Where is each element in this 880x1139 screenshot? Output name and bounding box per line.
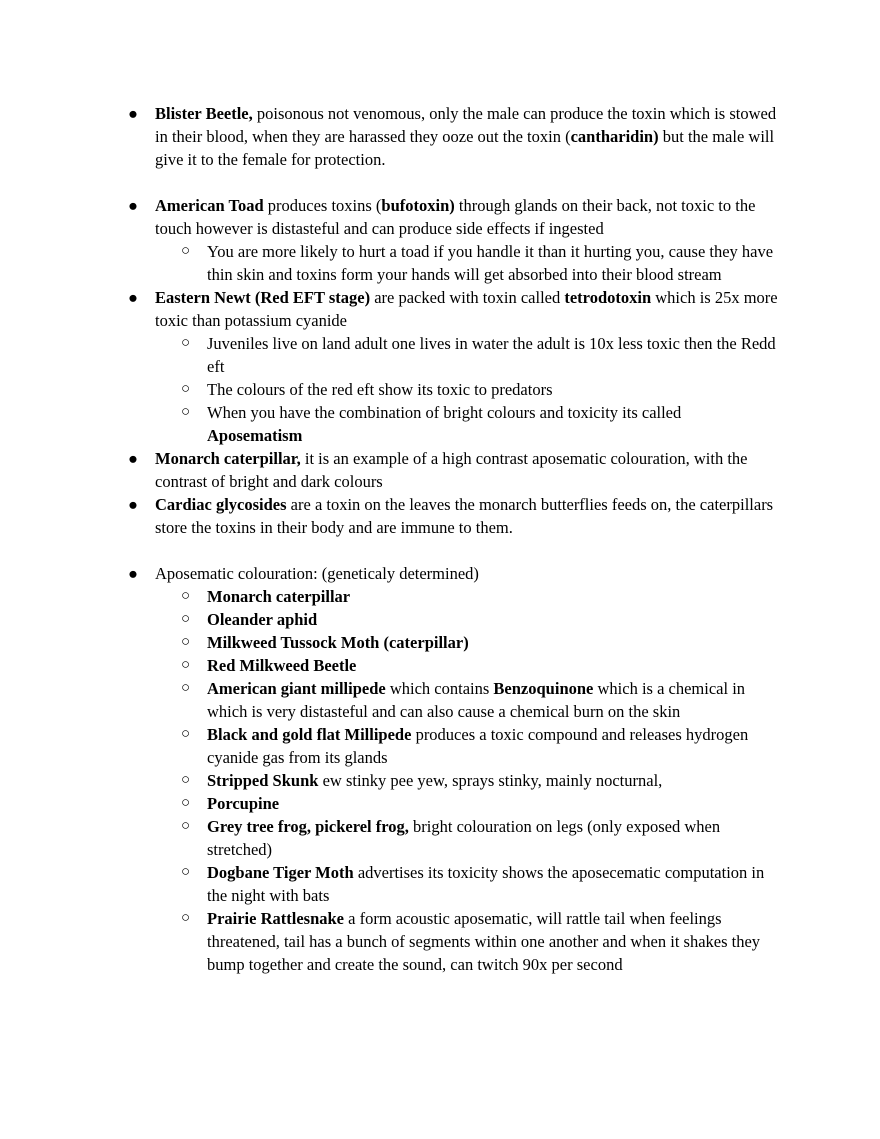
sub-list-item: ○ Prairie Rattlesnake a form acoustic aposematic, will rattle tail when feelings threatened, tail has a bunch of segments within one another and when it shakes they bump together and create the sound, can twitch 90x per second (181, 909, 761, 974)
bullet-icon: ● (128, 495, 138, 514)
sub-list-item: ○ Oleander aphid (181, 610, 318, 629)
sub-list-item: ○ American giant millipede which contains Benzoquinone which is a chemical in which is very distasteful and can also cause a chemical burn on the skin (181, 679, 746, 721)
sub-list-item: ○ Dogbane Tiger Moth advertises its toxicity shows the aposecematic computation in the night with bats (181, 863, 765, 905)
circle-bullet-icon: ○ (181, 335, 191, 351)
list-item: ● Aposematic colouration: (geneticaly determined) (128, 564, 479, 583)
notes-content (0, 102, 880, 976)
circle-bullet-icon: ○ (181, 381, 191, 397)
sub-list-item: ○ Monarch caterpillar (181, 587, 351, 606)
circle-bullet-icon: ○ (181, 611, 191, 627)
sub-list-item: ○ Juveniles live on land adult one lives in water the adult is 10x less toxic then the Redd eft (181, 334, 776, 376)
term: American Toad (155, 196, 264, 215)
sub-list-item: ○ Milkweed Tussock Moth (caterpillar) (181, 633, 469, 652)
sub-list-item: ○ Red Milkweed Beetle (181, 656, 357, 675)
circle-bullet-icon: ○ (181, 680, 191, 696)
term: Eastern Newt (Red EFT stage) (155, 288, 371, 307)
bullet-icon: ● (128, 449, 138, 468)
term: Cardiac glycosides (155, 495, 287, 514)
list-item: ● Monarch caterpillar, it is an example of a high contrast aposematic colouration, with the contrast of bright and dark colours (128, 449, 748, 491)
circle-bullet-icon: ○ (181, 772, 191, 788)
sub-list-item: ○ Stripped Skunk ew stinky pee yew, sprays stinky, mainly nocturnal, (181, 771, 663, 790)
term: Monarch caterpillar, (155, 449, 301, 468)
circle-bullet-icon: ○ (181, 726, 191, 742)
sub-list-item: ○ Porcupine (181, 794, 280, 813)
circle-bullet-icon: ○ (181, 657, 191, 673)
bullet-icon: ● (128, 196, 138, 215)
circle-bullet-icon: ○ (181, 243, 191, 259)
term: Blister Beetle, (155, 104, 253, 123)
circle-bullet-icon: ○ (181, 634, 191, 650)
list-item: ● Cardiac glycosides are a toxin on the leaves the monarch butterflies feeds on, the caterpillars store the toxins in their body and are immune to them. (128, 495, 774, 537)
circle-bullet-icon: ○ (181, 795, 191, 811)
circle-bullet-icon: ○ (181, 910, 191, 926)
circle-bullet-icon: ○ (181, 864, 191, 880)
sub-list-item: ○ Grey tree frog, pickerel frog, bright colouration on legs (only exposed when stretched) (181, 817, 721, 859)
sub-list-item: ○ When you have the combination of bright colours and toxicity its called Aposematism (181, 403, 682, 445)
sub-list-item: ○ The colours of the red eft show its toxic to predators (181, 380, 553, 399)
circle-bullet-icon: ○ (181, 818, 191, 834)
bullet-icon: ● (128, 564, 138, 583)
list-item: ● American Toad produces toxins (bufotoxin) through glands on their back, not toxic to the touch however is distasteful and can produce side effects if ingested (128, 196, 756, 238)
list-item: ● Eastern Newt (Red EFT stage) are packed with toxin called tetrodotoxin which is 25x more toxic than potassium cyanide (128, 288, 778, 330)
circle-bullet-icon: ○ (181, 404, 191, 420)
circle-bullet-icon: ○ (181, 588, 191, 604)
list-item: ● Blister Beetle, poisonous not venomous, only the male can produce the toxin which is stowed in their blood, when they are harassed they ooze out the toxin (cantharidin) but the male will give it to the female for protection. (128, 104, 777, 169)
sub-list-item: ○ You are more likely to hurt a toad if you handle it than it hurting you, cause they have thin skin and toxins form your hands will get absorbed into their blood stream (181, 242, 774, 284)
bullet-icon: ● (128, 288, 138, 307)
bullet-icon: ● (128, 104, 138, 123)
sub-list-item: ○ Black and gold flat Millipede produces a toxic compound and releases hydrogen cyanide gas from its glands (181, 725, 749, 767)
